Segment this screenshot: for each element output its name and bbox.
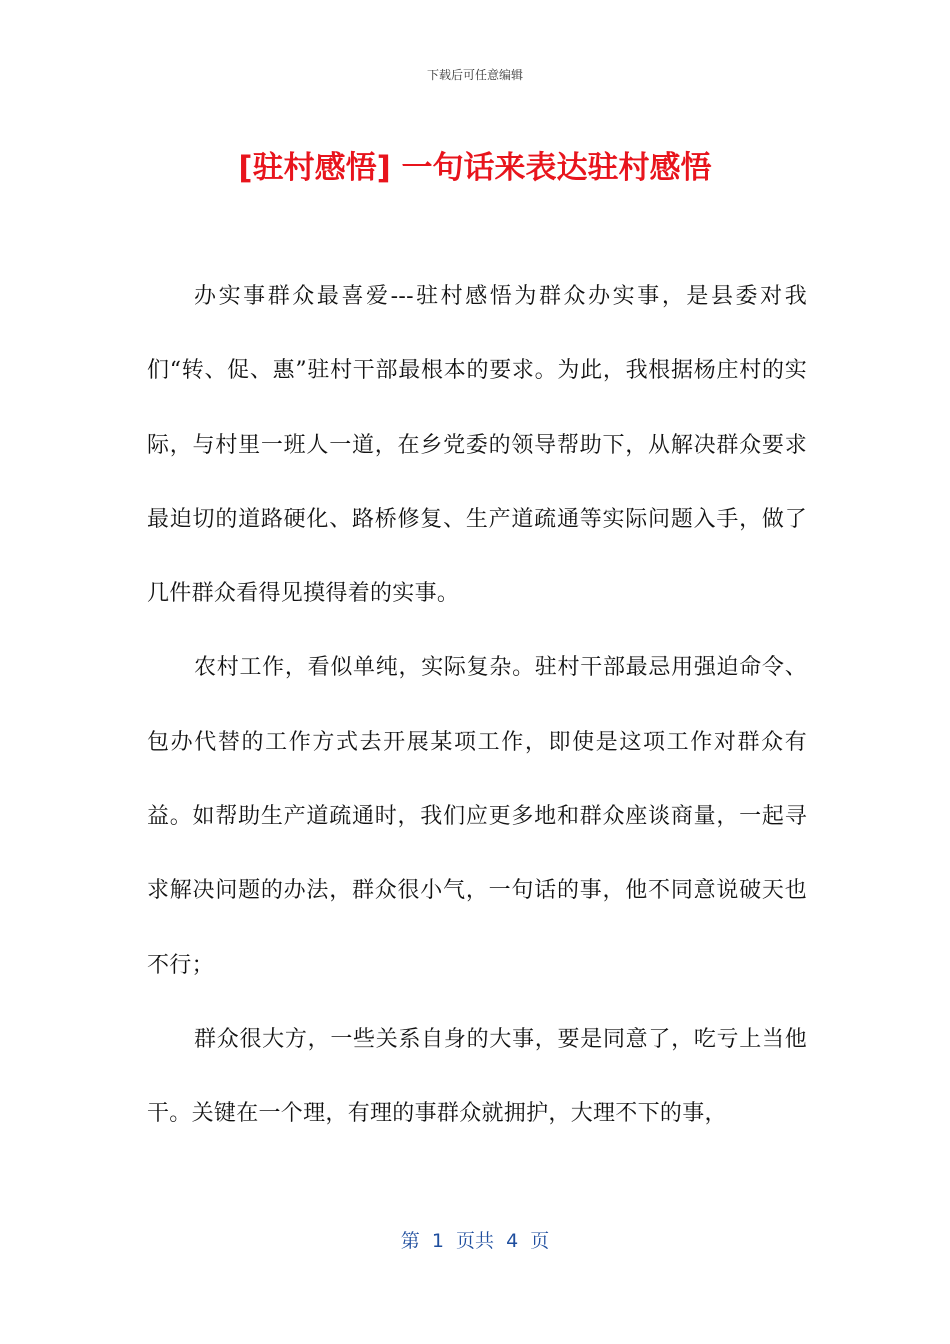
paragraph-1: 办实事群众最喜爱---驻村感悟为群众办实事，是县委对我们“转、促、惠”驻村干部最根本的要求。为此，我根据杨庄村的实际，与村里一班人一道，在乡党委的领导帮助下，从解决群众要求最迫切的道路硬化、路桥修复、生产道疏通等实际问题入手，做了几件群众看得见摸得着的实事。 (147, 284, 807, 607)
header-note: 下载后可任意编辑 (426, 68, 523, 82)
paragraph-2: 农村工作，看似单纯，实际复杂。驻村干部最忌用强迫命令、包办代替的工作方式去开展某项工作，即使是这项工作对群众有益。如帮助生产道疏通时，我们应更多地和群众座谈商量，一起寻求解决问题的办法，群众很小气，一句话的事，他不同意说破天也不行； (147, 655, 807, 978)
paragraph-3: 群众很大方，一些关系自身的大事，要是同意了，吃亏上当他干。关键在一个理，有理的事群众就拥护，大理不下的事， (147, 1026, 807, 1127)
document-title: [驻村感悟] 一句话来表达驻村感悟 (238, 150, 712, 186)
document-body (147, 260, 807, 1152)
page-number: 第 1 页共 4 页 (400, 1230, 550, 1252)
